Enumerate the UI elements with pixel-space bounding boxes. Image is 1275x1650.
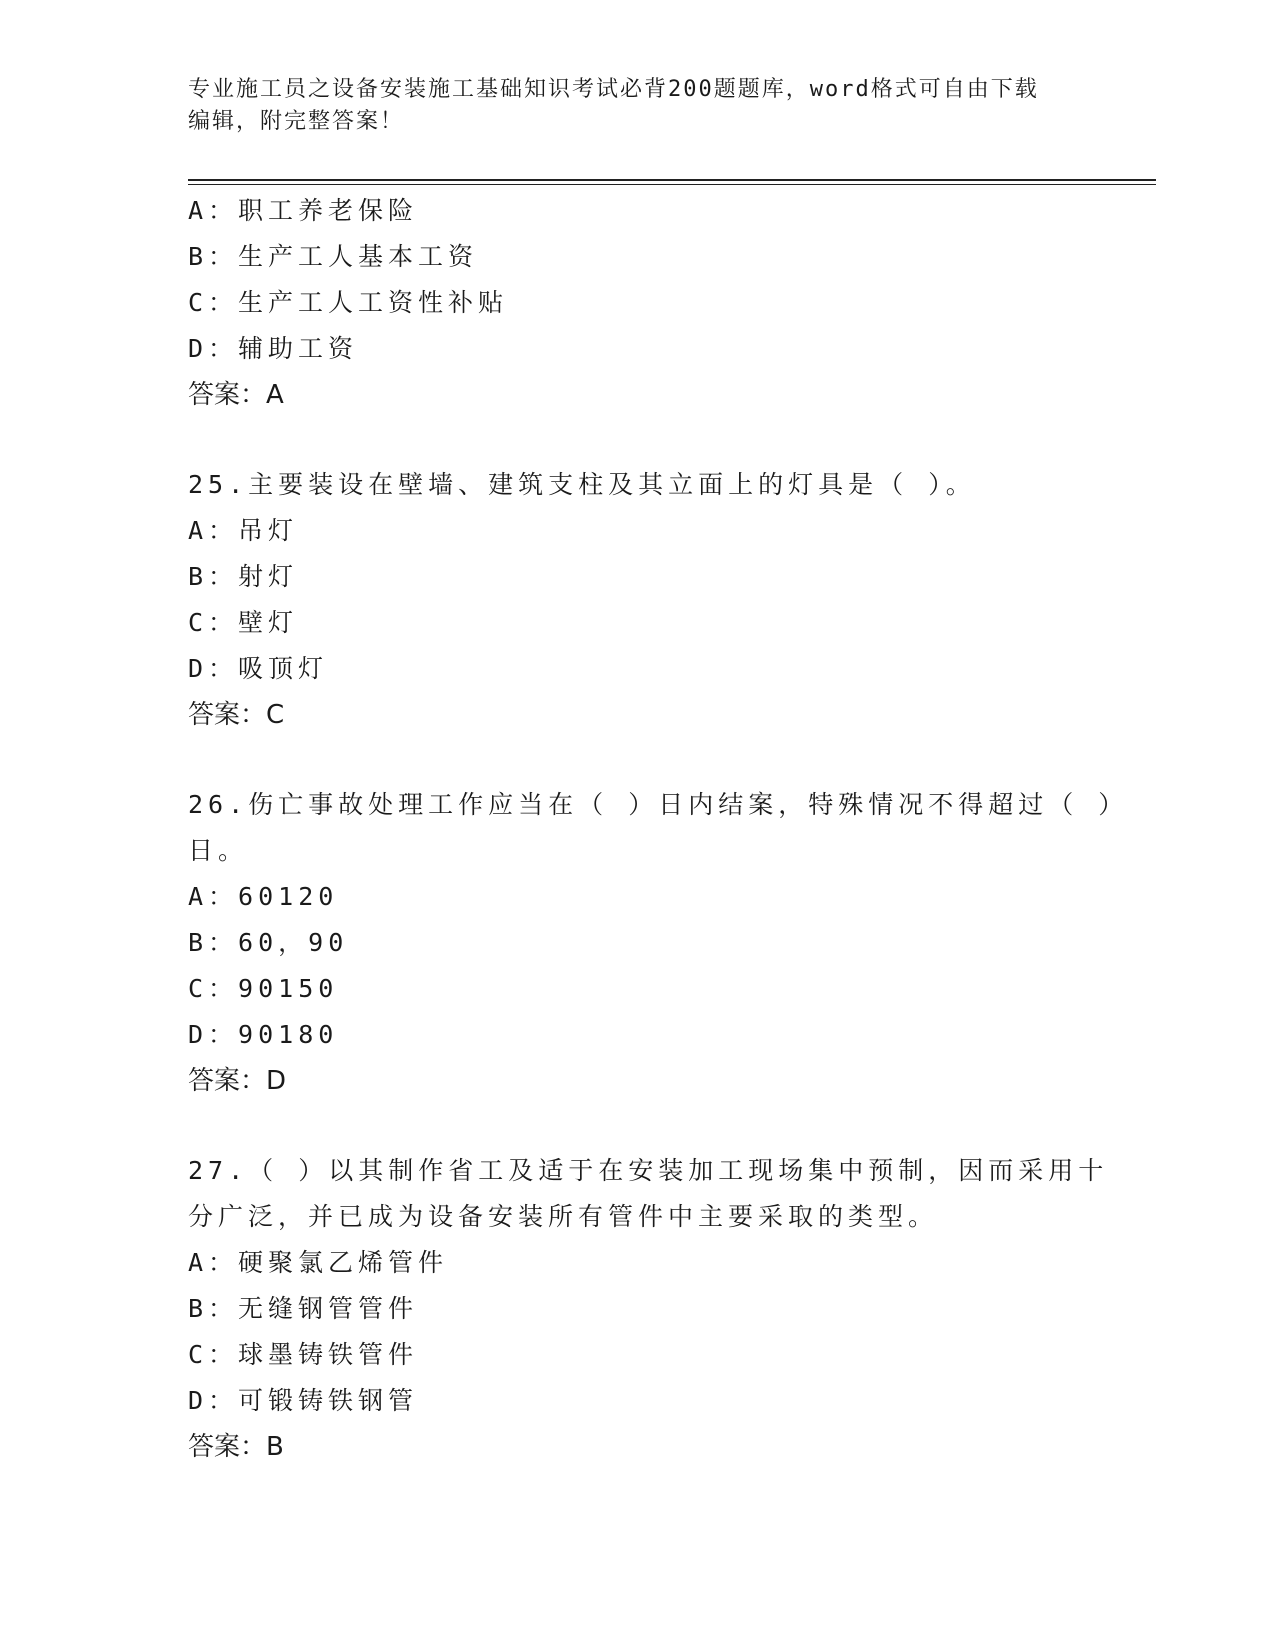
option-a: A：硬聚氯乙烯管件 [188,1248,449,1277]
answer: 答案：B [188,1432,284,1462]
answer: 答案：A [188,380,284,410]
option-b: B：60，90 [188,928,349,957]
question-26 [188,782,1129,1104]
option-c: C：球墨铸铁管件 [188,1340,419,1369]
header-line-2: 编辑，附完整答案！ [188,109,405,134]
spacer [188,418,1088,462]
question-text-line-1: 27.（ ）以其制作省工及适于在安装加工现场集中预制，因而采用十 [188,1156,1109,1185]
question-27 [188,1148,1109,1470]
option-d: D：90180 [188,1020,339,1049]
option-a: A：60120 [188,882,339,911]
answer: 答案：D [188,1066,287,1096]
question-25 [188,462,1088,738]
option-c: C：壁灯 [188,608,299,637]
question-24 [188,188,1088,418]
option-b: B：无缝钢管管件 [188,1294,419,1323]
answer: 答案：C [188,700,285,730]
option-d: D：辅助工资 [188,334,359,363]
question-text-line-2: 分广泛，并已成为设备安装所有管件中主要采取的类型。 [188,1202,939,1231]
option-d: D：吸顶灯 [188,654,329,683]
option-c: C：生产工人工资性补贴 [188,288,509,317]
header-line-1: 专业施工员之设备安装施工基础知识考试必背200题题库，word格式可自由下载 [188,77,1039,102]
header-divider-top [188,179,1156,181]
option-a: A：职工养老保险 [188,196,419,225]
question-text-line-1: 26.伤亡事故处理工作应当在（ ）日内结案，特殊情况不得超过（ ） [188,790,1129,819]
option-b: B：射灯 [188,562,299,591]
document-header [188,74,1068,138]
option-b: B：生产工人基本工资 [188,242,479,271]
question-text-line-2: 日。 [188,836,249,865]
spacer [188,738,1088,782]
spacer [188,1104,1088,1148]
header-divider-bottom [188,184,1156,185]
question-list [188,188,1129,1470]
option-c: C：90150 [188,974,339,1003]
question-text: 25.主要装设在壁墙、建筑支柱及其立面上的灯具是（ ）。 [188,470,976,499]
option-a: A：吊灯 [188,516,299,545]
option-d: D：可锻铸铁钢管 [188,1386,419,1415]
